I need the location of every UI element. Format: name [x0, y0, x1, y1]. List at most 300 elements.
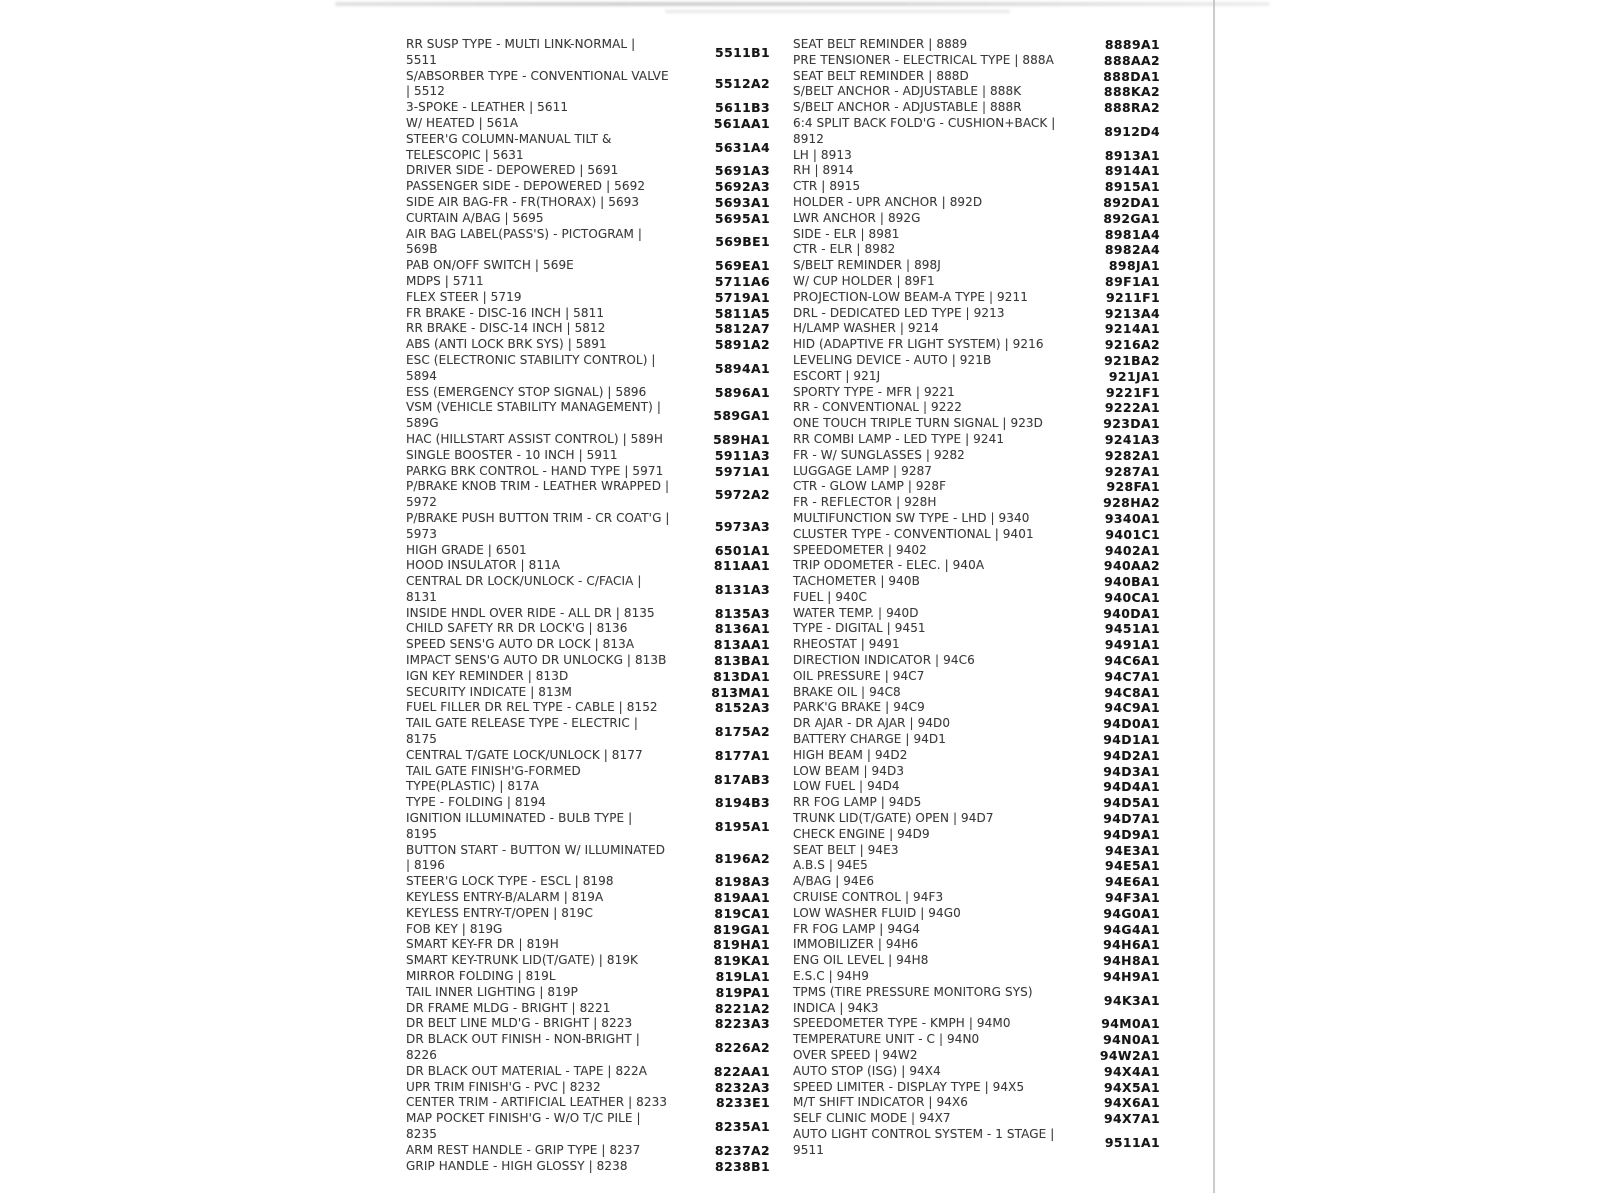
- part-description-line: S/ABSORBER TYPE - CONVENTIONAL VALVE: [406, 68, 669, 83]
- part-description: [406, 116, 666, 132]
- part-code: 9241A3: [1104, 431, 1160, 447]
- part-description-line: TYPE - DIGITAL | 9451: [793, 621, 926, 636]
- part-code: 94D0A1: [1103, 716, 1160, 732]
- parts-row: [406, 195, 770, 211]
- part-description-line: FUEL FILLER DR REL TYPE - CABLE | 8152: [406, 700, 658, 715]
- part-code: 8136A1: [714, 621, 770, 637]
- part-description-line: HAC (HILLSTART ASSIST CONTROL) | 589H: [406, 431, 663, 446]
- part-code: 8198A3: [714, 874, 770, 890]
- part-description-line: IGN KEY REMINDER | 813D: [406, 668, 569, 683]
- part-description-line: 8131: [406, 589, 437, 604]
- part-description: [793, 163, 1056, 179]
- part-description-line: GRIP HANDLE - HIGH GLOSSY | 8238: [406, 1158, 628, 1173]
- part-description-line: W/ CUP HOLDER | 89F1: [793, 273, 935, 288]
- part-code: 94K3A1: [1103, 992, 1160, 1008]
- part-description-line: AUTO LIGHT CONTROL SYSTEM - 1 STAGE |: [793, 1126, 1055, 1141]
- part-code: 811AA1: [713, 558, 770, 574]
- parts-row: [793, 495, 1160, 511]
- part-description: [793, 353, 1056, 369]
- parts-row: [793, 69, 1160, 85]
- part-description-line: PROJECTION-LOW BEAM-A TYPE | 9211: [793, 289, 1028, 304]
- parts-row: [793, 669, 1160, 685]
- parts-row: [406, 685, 770, 701]
- part-code: 8223A3: [714, 1016, 770, 1032]
- part-description-line: MIRROR FOLDING | 819L: [406, 969, 556, 984]
- parts-row: [406, 937, 770, 953]
- part-description: [793, 511, 1056, 527]
- part-description-line: 8226: [406, 1048, 437, 1062]
- part-code: 569BE1: [715, 234, 770, 250]
- part-description-line: FR FOG LAMP | 94G4: [793, 921, 920, 936]
- part-description: [793, 369, 1056, 385]
- part-code: 94N0A1: [1103, 1032, 1160, 1048]
- parts-row: [406, 163, 770, 179]
- page-edge-line: [1213, 0, 1215, 1193]
- part-description: [406, 1032, 666, 1064]
- part-code: 5891A2: [714, 337, 770, 353]
- part-code: 94X6A1: [1103, 1095, 1160, 1111]
- parts-row: [406, 748, 770, 764]
- parts-row: [793, 1095, 1160, 1111]
- parts-row: [793, 290, 1160, 306]
- parts-row: [406, 1032, 770, 1064]
- part-description: [406, 400, 666, 432]
- parts-row: [793, 953, 1160, 969]
- parts-row: [793, 227, 1160, 243]
- part-code: 888KA2: [1103, 84, 1160, 100]
- part-description: [793, 543, 1056, 559]
- part-description: [793, 1032, 1056, 1048]
- part-description-line: LWR ANCHOR | 892G: [793, 210, 921, 225]
- part-description: [406, 1080, 666, 1096]
- part-code: 94C9A1: [1104, 700, 1160, 716]
- parts-row: [793, 353, 1160, 369]
- part-description-line: S/BELT ANCHOR - ADJUSTABLE | 888R: [793, 100, 1022, 115]
- part-description-line: ARM REST HANDLE - GRIP TYPE | 8237: [406, 1142, 641, 1157]
- parts-row: [406, 321, 770, 337]
- part-description-line: IGNITION ILLUMINATED - BULB TYPE |: [406, 811, 633, 826]
- part-code: 928FA1: [1106, 479, 1160, 495]
- part-code: 94W2A1: [1099, 1048, 1160, 1063]
- part-code: 589HA1: [713, 431, 770, 447]
- part-description-line: TEMPERATURE UNIT - C | 94N0: [793, 1032, 980, 1047]
- part-code: 892DA1: [1103, 194, 1160, 210]
- part-description-line: HIGH GRADE | 6501: [406, 542, 527, 557]
- part-code: 5631A4: [714, 139, 770, 155]
- part-description-line: TRUNK LID(T/GATE) OPEN | 94D7: [793, 811, 994, 826]
- part-description: [793, 700, 1056, 716]
- parts-row: [406, 795, 770, 811]
- parts-row: [793, 922, 1160, 938]
- part-description-line: FOB KEY | 819G: [406, 921, 503, 936]
- part-description-line: 3-SPOKE - LEATHER | 5611: [406, 100, 569, 115]
- part-code: 94E5A1: [1105, 858, 1160, 874]
- parts-row: [406, 116, 770, 132]
- part-description: [406, 385, 666, 401]
- part-description-line: FR - REFLECTOR | 928H: [793, 495, 937, 510]
- part-code: 5812A7: [714, 321, 770, 337]
- part-description-line: AUTO STOP (ISG) | 94X4: [793, 1063, 941, 1078]
- parts-row: [406, 716, 770, 748]
- part-code: 8135A3: [714, 605, 770, 621]
- part-code: 8238B1: [715, 1158, 770, 1174]
- part-description-line: HOOD INSULATOR | 811A: [406, 558, 561, 573]
- part-code: 569EA1: [715, 258, 770, 274]
- parts-row: [793, 906, 1160, 922]
- parts-row: [793, 574, 1160, 590]
- part-code: 9340A1: [1104, 510, 1160, 526]
- part-code: 892GA1: [1103, 210, 1160, 226]
- part-code: 819AA1: [713, 890, 770, 906]
- part-code: 9491A1: [1104, 637, 1160, 653]
- parts-row: [793, 937, 1160, 953]
- parts-row: [406, 400, 770, 432]
- part-description-line: TYPE(PLASTIC) | 817A: [406, 779, 539, 794]
- parts-row: [793, 590, 1160, 606]
- part-description: [793, 448, 1056, 464]
- parts-row: [793, 843, 1160, 859]
- part-description-line: KEYLESS ENTRY-T/OPEN | 819C: [406, 905, 593, 920]
- parts-row: [793, 764, 1160, 780]
- part-code: 921BA2: [1104, 352, 1160, 368]
- parts-row: [793, 53, 1160, 69]
- parts-row: [793, 969, 1160, 985]
- part-description: [406, 510, 670, 543]
- part-code: 94D1A1: [1103, 732, 1160, 748]
- part-description: [406, 432, 666, 448]
- parts-row: [793, 985, 1160, 1017]
- part-code: 94C6A1: [1104, 653, 1160, 669]
- part-code: 94M0A1: [1101, 1016, 1160, 1032]
- parts-row: [793, 211, 1160, 227]
- part-description-line: KEYLESS ENTRY-B/ALARM | 819A: [406, 890, 604, 905]
- part-description: [406, 1064, 666, 1080]
- parts-row: [793, 385, 1160, 401]
- part-code: 8195A1: [714, 818, 770, 834]
- part-description-line: BATTERY CHARGE | 94D1: [793, 732, 947, 747]
- part-description-line: TPMS (TIRE PRESSURE MONITORG SYS): [793, 984, 1033, 999]
- part-description: [406, 321, 666, 337]
- part-code: 94C8A1: [1104, 684, 1160, 700]
- parts-row: [793, 163, 1160, 179]
- part-description: [793, 100, 1056, 116]
- part-description: [406, 906, 666, 922]
- part-description: [793, 274, 1056, 290]
- part-description-line: DR BLACK OUT MATERIAL - TAPE | 822A: [406, 1063, 648, 1078]
- parts-row: [793, 416, 1160, 432]
- parts-row: [793, 1127, 1160, 1159]
- part-description: [793, 53, 1056, 69]
- parts-row: [406, 953, 770, 969]
- part-description-line: MDPS | 5711: [406, 273, 484, 288]
- part-description: [793, 637, 1056, 653]
- part-code: 94F3A1: [1105, 890, 1160, 906]
- part-code: 813BA1: [714, 653, 770, 669]
- part-description: [793, 574, 1056, 590]
- parts-row: [793, 400, 1160, 416]
- part-description: [406, 543, 666, 559]
- part-description-line: OIL PRESSURE | 94C7: [793, 668, 925, 683]
- part-description: [793, 227, 1056, 243]
- part-description-line: PASSENGER SIDE - DEPOWERED | 5692: [406, 179, 646, 194]
- part-code: 898JA1: [1108, 258, 1160, 274]
- parts-row: [406, 306, 770, 322]
- parts-row: [406, 464, 770, 480]
- part-code: 813AA1: [713, 637, 770, 653]
- parts-row: [406, 511, 770, 543]
- part-description-line: LOW WASHER FLUID | 94G0: [793, 905, 961, 920]
- part-description-line: VSM (VEHICLE STABILITY MANAGEMENT) |: [406, 400, 661, 415]
- parts-row: [793, 306, 1160, 322]
- part-description-line: STEER'G LOCK TYPE - ESCL | 8198: [406, 874, 614, 889]
- part-code: 8237A2: [714, 1142, 770, 1158]
- parts-row: [793, 1032, 1160, 1048]
- part-code: 9214A1: [1104, 321, 1160, 337]
- part-description: [406, 464, 666, 480]
- part-code: 9451A1: [1104, 621, 1160, 637]
- part-description: [793, 621, 1056, 637]
- part-code: 813DA1: [713, 668, 770, 684]
- part-code: 819PA1: [715, 984, 770, 1000]
- parts-row: [406, 100, 770, 116]
- part-description: [793, 116, 1056, 148]
- parts-row: [406, 890, 770, 906]
- part-description-line: CTR - GLOW LAMP | 928F: [793, 479, 947, 494]
- part-description-line: 5511: [406, 52, 437, 67]
- part-description: [406, 685, 666, 701]
- part-description-line: CHILD SAFETY RR DR LOCK'G | 8136: [406, 621, 628, 636]
- part-code: 9401C1: [1105, 526, 1160, 542]
- parts-row: [793, 795, 1160, 811]
- part-code: 8177A1: [714, 747, 770, 763]
- part-description-line: UPR TRIM FINISH'G - PVC | 8232: [406, 1079, 601, 1094]
- part-description: [406, 1111, 666, 1143]
- parts-row: [793, 558, 1160, 574]
- part-code: 5711A6: [714, 273, 770, 289]
- part-code: 8889A1: [1104, 37, 1160, 52]
- part-description-line: CTR | 8915: [793, 179, 861, 194]
- part-code: 94H8A1: [1103, 953, 1160, 969]
- parts-row: [793, 242, 1160, 258]
- part-description: [793, 37, 1056, 53]
- parts-row: [406, 558, 770, 574]
- part-code: 813MA1: [711, 684, 770, 700]
- part-code: 5973A3: [714, 518, 770, 534]
- part-code: 5693A1: [714, 194, 770, 210]
- parts-row: [793, 195, 1160, 211]
- parts-row: [406, 1001, 770, 1017]
- part-description: [406, 985, 666, 1001]
- part-description-line: CENTRAL T/GATE LOCK/UNLOCK | 8177: [406, 747, 643, 762]
- part-code: 9511A1: [1104, 1134, 1160, 1150]
- part-description: [406, 653, 666, 669]
- part-description: [793, 653, 1056, 669]
- scan-smear-artifact-2: [665, 10, 1010, 13]
- parts-row: [793, 479, 1160, 495]
- part-code: 5894A1: [714, 360, 770, 376]
- part-code: 8914A1: [1104, 163, 1160, 179]
- part-code: 5695A1: [714, 210, 770, 226]
- part-description: [406, 621, 666, 637]
- part-description-line: SPEEDOMETER TYPE - KMPH | 94M0: [793, 1016, 1011, 1031]
- part-code: 5611B3: [715, 100, 770, 116]
- part-code: 940CA1: [1104, 589, 1160, 605]
- part-code: 94E3A1: [1105, 842, 1160, 858]
- part-code: 819GA1: [713, 921, 770, 937]
- part-description: [793, 1016, 1056, 1032]
- part-code: 5911A3: [714, 447, 770, 463]
- part-description-line: DR BLACK OUT FINISH - NON-BRIGHT |: [406, 1032, 640, 1047]
- part-code: 5719A1: [714, 289, 770, 305]
- part-description: [793, 606, 1056, 622]
- part-description-line: | 5512: [406, 84, 445, 99]
- part-description-line: 8175: [406, 732, 437, 747]
- part-code: 94C7A1: [1104, 668, 1160, 684]
- part-description: [793, 527, 1056, 543]
- part-description-line: S/BELT REMINDER | 898J: [793, 258, 941, 273]
- part-code: 8915A1: [1104, 179, 1160, 195]
- part-description-line: FR - W/ SUNGLASSES | 9282: [793, 447, 965, 462]
- part-description-line: SMART KEY-FR DR | 819H: [406, 937, 559, 952]
- part-description: [406, 163, 666, 179]
- part-description-line: INSIDE HNDL OVER RIDE - ALL DR | 8135: [406, 605, 655, 620]
- part-description: [793, 811, 1056, 827]
- part-description: [793, 1048, 1056, 1064]
- part-description: [793, 732, 1056, 748]
- parts-row: [406, 227, 770, 259]
- part-description-line: H/LAMP WASHER | 9214: [793, 321, 939, 336]
- part-code: 8981A4: [1104, 226, 1160, 242]
- part-description: [406, 637, 666, 653]
- parts-row: [406, 543, 770, 559]
- part-code: 94D3A1: [1103, 763, 1160, 779]
- part-description-line: DRL - DEDICATED LED TYPE | 9213: [793, 305, 1005, 320]
- part-description: [793, 416, 1056, 432]
- part-code: 8152A3: [714, 700, 770, 716]
- part-code: 89F1A1: [1105, 273, 1160, 289]
- parts-row: [793, 716, 1160, 732]
- part-code: 9221F1: [1106, 384, 1160, 400]
- part-code: 940AA2: [1103, 558, 1160, 574]
- parts-row: [406, 132, 770, 164]
- scan-smear-artifact: [335, 2, 1270, 6]
- part-code: 94X5A1: [1103, 1079, 1160, 1095]
- parts-row: [406, 922, 770, 938]
- part-description-line: SEAT BELT | 94E3: [793, 842, 899, 857]
- parts-row: [793, 748, 1160, 764]
- parts-row: [793, 1016, 1160, 1032]
- part-code: 940BA1: [1104, 574, 1160, 590]
- part-description: [406, 353, 666, 385]
- part-description-line: RH | 8914: [793, 163, 854, 178]
- part-description: [793, 827, 1056, 843]
- part-description: [406, 558, 666, 574]
- part-code: 819KA1: [713, 953, 770, 969]
- part-code: 589GA1: [713, 408, 770, 424]
- part-code: 940DA1: [1103, 605, 1160, 621]
- part-description: [406, 479, 670, 511]
- part-code: 8235A1: [714, 1119, 770, 1135]
- part-description-line: CLUSTER TYPE - CONVENTIONAL | 9401: [793, 526, 1034, 541]
- part-description: [406, 574, 666, 606]
- parts-row: [793, 827, 1160, 843]
- part-description: [793, 69, 1056, 85]
- part-description: [406, 227, 666, 259]
- part-description-line: SPEED LIMITER - DISPLAY TYPE | 94X5: [793, 1079, 1025, 1094]
- part-description-line: SEAT BELT REMINDER | 8889: [793, 37, 968, 51]
- part-description-line: PARK'G BRAKE | 94C9: [793, 700, 925, 715]
- part-description: [793, 558, 1056, 574]
- parts-row: [793, 779, 1160, 795]
- part-description: [406, 132, 666, 164]
- parts-row: [406, 290, 770, 306]
- part-code: 94X4A1: [1103, 1063, 1160, 1079]
- part-description-line: 6:4 SPLIT BACK FOLD'G - CUSHION+BACK |: [793, 115, 1056, 130]
- part-code: 5972A2: [714, 487, 770, 503]
- parts-row: [406, 1016, 770, 1032]
- part-description-line: SELF CLINIC MODE | 94X7: [793, 1111, 951, 1126]
- parts-row: [793, 700, 1160, 716]
- parts-row: [406, 969, 770, 985]
- parts-row: [793, 527, 1160, 543]
- part-description-line: 8235: [406, 1126, 437, 1141]
- parts-row: [406, 353, 770, 385]
- parts-row: [793, 858, 1160, 874]
- part-description: [406, 890, 666, 906]
- part-description-line: SEAT BELT REMINDER | 888D: [793, 68, 969, 83]
- part-description: [793, 1111, 1056, 1127]
- part-description-line: P/BRAKE KNOB TRIM - LEATHER WRAPPED |: [406, 479, 670, 494]
- part-code: 819CA1: [714, 905, 770, 921]
- part-description: [793, 1127, 1056, 1159]
- part-description-line: FR BRAKE - DISC-16 INCH | 5811: [406, 305, 605, 320]
- part-description-line: SIDE AIR BAG-FR - FR(THORAX) | 5693: [406, 194, 640, 209]
- parts-row: [793, 258, 1160, 274]
- parts-row: [406, 1143, 770, 1159]
- part-description-line: RHEOSTAT | 9491: [793, 637, 900, 652]
- part-description: [406, 37, 666, 69]
- part-description-line: PRE TENSIONER - ELECTRICAL TYPE | 888A: [793, 52, 1054, 67]
- part-description-line: CRUISE CONTROL | 94F3: [793, 890, 944, 905]
- part-description: [406, 937, 666, 953]
- parts-row: [406, 448, 770, 464]
- parts-row: [793, 369, 1160, 385]
- parts-row: [406, 1159, 770, 1175]
- part-description-line: TELESCOPIC | 5631: [406, 147, 524, 162]
- part-code: 819LA1: [715, 969, 770, 985]
- part-description-line: DR FRAME MLDG - BRIGHT | 8221: [406, 1000, 611, 1015]
- parts-row: [406, 653, 770, 669]
- part-description-line: DIRECTION INDICATOR | 94C6: [793, 653, 975, 668]
- parts-row: [793, 337, 1160, 353]
- parts-row: [793, 1111, 1160, 1127]
- part-description-line: OVER SPEED | 94W2: [793, 1048, 918, 1062]
- parts-row: [406, 385, 770, 401]
- parts-row: [406, 874, 770, 890]
- part-description-line: STEER'G COLUMN-MANUAL TILT &: [406, 131, 612, 146]
- parts-row: [793, 811, 1160, 827]
- parts-row: [406, 37, 770, 69]
- part-description-line: P/BRAKE PUSH BUTTON TRIM - CR COAT'G |: [406, 510, 670, 525]
- parts-row: [793, 100, 1160, 116]
- part-description-line: | 8196: [406, 858, 445, 873]
- part-description-line: TAIL GATE RELEASE TYPE - ELECTRIC |: [406, 716, 638, 731]
- part-description-line: 5973: [406, 526, 437, 541]
- part-description-line: ENG OIL LEVEL | 94H8: [793, 953, 929, 968]
- part-code: 8131A3: [714, 581, 770, 597]
- part-description-line: PARKG BRK CONTROL - HAND TYPE | 5971: [406, 463, 664, 478]
- part-description-line: ABS (ANTI LOCK BRK SYS) | 5891: [406, 337, 607, 352]
